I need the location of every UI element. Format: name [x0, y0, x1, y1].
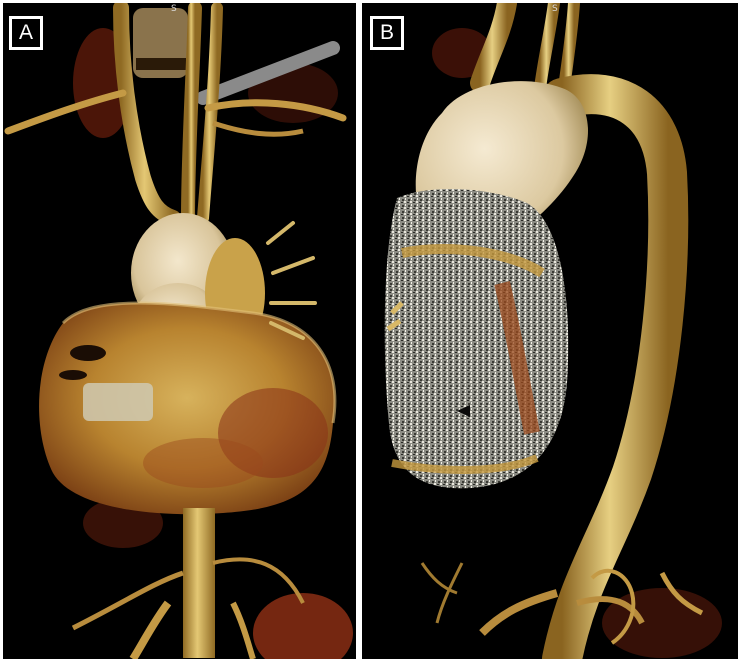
panel-b	[362, 3, 738, 659]
panel-b-label: B	[370, 16, 404, 50]
panel-b-rendering	[362, 3, 738, 659]
panel-a-rendering	[3, 3, 356, 659]
panel-a-label: A	[9, 16, 43, 50]
panel-a	[3, 3, 356, 659]
panel-a-orientation-marker: S	[171, 4, 177, 14]
panel-b-orientation-marker: S	[552, 4, 558, 14]
